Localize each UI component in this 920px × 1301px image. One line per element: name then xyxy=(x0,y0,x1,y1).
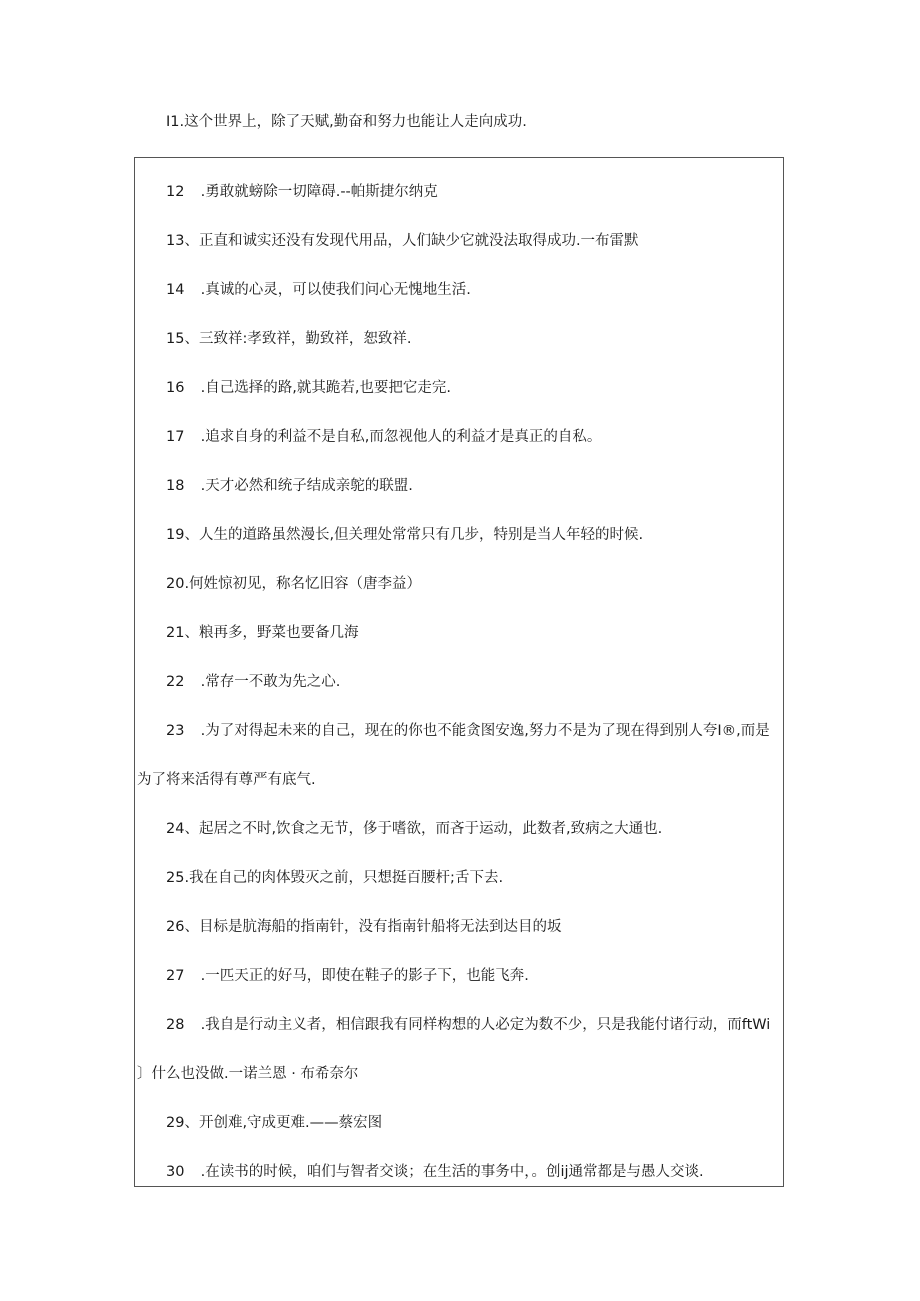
quote-text: 自己选择的路,就其跪若,也要把它走完. xyxy=(205,380,452,396)
quote-separator: . xyxy=(196,282,206,298)
quote-number: 25. xyxy=(166,870,190,886)
quote-separator: . xyxy=(196,429,206,445)
quote-text: 追求自身的利益不是自私,而忽视他人的利益才是真正的自私。 xyxy=(205,429,602,445)
quote-separator: 、 xyxy=(184,233,199,249)
quote-line-16 xyxy=(166,378,451,398)
quote-separator: 、 xyxy=(184,1115,199,1131)
quote-number: 15 xyxy=(166,331,185,347)
quote-separator: 、 xyxy=(184,821,199,837)
quote-number: 13 xyxy=(166,233,185,249)
quote-line-17 xyxy=(166,427,601,447)
quote-line-15 xyxy=(166,329,411,349)
quote-text: 为了对得起未来的自己，现在的你也不能贪图安逸,努力不是为了现在得到别人夸I®,而是 xyxy=(205,723,770,739)
quote-text: 我自是行动主义者，相信跟我有同样构想的人必定为数不少，只是我能付诸行动，而ftWi xyxy=(205,1017,771,1033)
quote-separator: 、 xyxy=(184,919,199,935)
quote-text: 正直和诚实还没有发现代用品，人们缺少它就没法取得成功.一布雷默 xyxy=(198,233,639,249)
quote-line-24 xyxy=(166,819,662,839)
quote-text: 人生的道路虽然漫长,但关理处常常只有几步，特别是当人年轻的时候. xyxy=(198,527,644,543)
quote-separator: . xyxy=(196,478,206,494)
quote-separator: 、 xyxy=(184,625,199,641)
quote-number: 26 xyxy=(166,919,185,935)
quote-line-11 xyxy=(166,112,527,132)
quote-number: 22 xyxy=(166,674,185,690)
quote-text: 何姓惊初见，称名忆旧容（唐李益） xyxy=(189,576,422,592)
quote-line-27 xyxy=(166,966,529,986)
quote-number: 16 xyxy=(166,380,185,396)
quote-line-22 xyxy=(166,672,340,692)
quote-text-continued: 为了将来活得有尊严有底气. xyxy=(137,772,316,788)
quote-line-14 xyxy=(166,280,471,300)
quote-text: 起居之不时,饮食之无节，侈于嗜欲，而吝于运动，此数者,致病之大通也. xyxy=(198,821,663,837)
quote-separator: . xyxy=(196,380,206,396)
quote-number: 24 xyxy=(166,821,185,837)
quote-number: I1. xyxy=(166,114,185,130)
quote-text: 勇敢就螃除一切障碍.--帕斯捷尔纳克 xyxy=(205,184,438,200)
quote-line-28 xyxy=(166,1015,770,1035)
quote-line-13 xyxy=(166,231,639,251)
quote-line-29 xyxy=(166,1113,382,1133)
quote-number: 28 xyxy=(166,1017,185,1033)
quote-text: 天才必然和统子结成亲鸵的联盟. xyxy=(205,478,413,494)
quote-separator: . xyxy=(196,1017,206,1033)
quote-text: 粮再多，野菜也要备几海 xyxy=(198,625,359,641)
quote-text-continued: 〕什么也没做.一诺兰恩 · 布希奈尔 xyxy=(137,1066,359,1082)
quote-number: 20. xyxy=(166,576,190,592)
quote-line-19 xyxy=(166,525,643,545)
quote-number: 12 xyxy=(166,184,185,200)
quote-line-30 xyxy=(166,1162,704,1182)
quote-text: 常存一不敢为先之心. xyxy=(205,674,341,690)
quote-number: 18 xyxy=(166,478,185,494)
quote-separator: 、 xyxy=(184,331,199,347)
quote-separator: . xyxy=(196,968,206,984)
quote-text: 目标是肮海船的指南针，没有指南针船将无法到达目的坂 xyxy=(198,919,562,935)
quote-line-20 xyxy=(166,574,421,594)
quote-number: 29 xyxy=(166,1115,185,1131)
quote-line-25 xyxy=(166,868,503,888)
quote-text: 三致祥:孝致祥，勤致祥，恕致祥. xyxy=(198,331,412,347)
quote-separator: 、 xyxy=(184,527,199,543)
quote-text: 一匹天正的好马，即使在鞋子的影子下，也能飞奔. xyxy=(205,968,529,984)
quote-line-26 xyxy=(166,917,561,937)
quote-line-21 xyxy=(166,623,358,643)
quote-text: 开创难,守成更难.——蔡宏图 xyxy=(198,1115,383,1131)
quote-number: 27 xyxy=(166,968,185,984)
quote-number: 21 xyxy=(166,625,185,641)
quote-number: 14 xyxy=(166,282,185,298)
quote-number: 23 xyxy=(166,723,185,739)
quote-line-28-continued xyxy=(137,1064,358,1084)
quote-separator: . xyxy=(196,184,206,200)
quote-line-23 xyxy=(166,721,770,741)
quote-text: 这个世界上，除了天赋,勤奋和努力也能让人走向成功. xyxy=(184,114,527,130)
quote-text: 真诚的心灵，可以使我们问心无愧地生活. xyxy=(205,282,471,298)
quote-number: 30 xyxy=(166,1164,185,1180)
quote-text: 我在自己的肉体毁灭之前，只想挺百腰杆;舌下去. xyxy=(189,870,504,886)
quote-number: 17 xyxy=(166,429,185,445)
quote-separator: . xyxy=(196,674,206,690)
quote-number: 19 xyxy=(166,527,185,543)
quote-separator: . xyxy=(196,723,206,739)
quote-line-12 xyxy=(166,182,438,202)
quote-separator: . xyxy=(196,1164,206,1180)
quote-text: 在读书的时候，咱们与智者交谈；在生活的事务中，。创ij通常都是与愚人交谈. xyxy=(205,1164,704,1180)
quote-line-23-continued xyxy=(137,770,316,790)
quote-line-18 xyxy=(166,476,413,496)
